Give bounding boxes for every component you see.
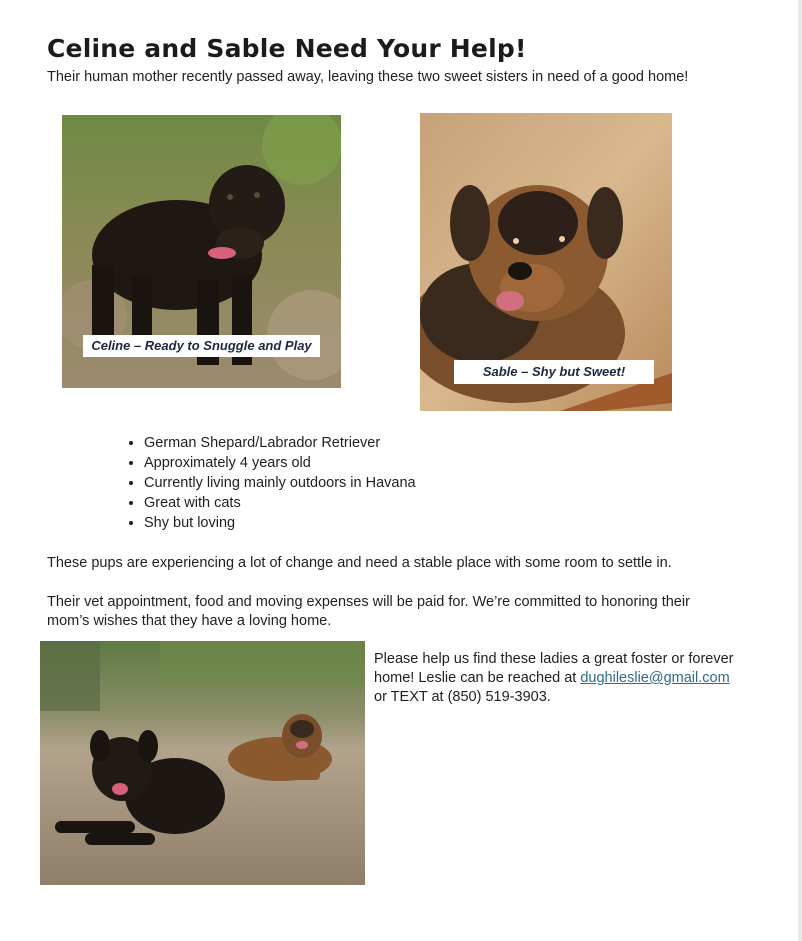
list-item: • Currently living mainly outdoors in Havana [144,473,416,493]
change-paragraph: These pups are experiencing a lot of change and need a stable place with some room to settle in. [47,555,672,571]
expenses-paragraph [47,593,747,631]
page-title: Celine and Sable Need Your Help! [47,34,527,63]
facts-list [118,433,416,533]
expenses-line-1: Their vet appointment, food and moving expenses will be paid for. We’re committed to honoring their [47,594,690,610]
page-subtitle: Their human mother recently passed away, leaving these two sweet sisters in need of a good home! [47,69,689,85]
contact-line-1: Please help us find these ladies a great foster or forever [374,651,734,667]
contact-paragraph [374,650,774,707]
both-dogs-photo [40,641,365,885]
list-item: • German Shepard/Labrador Retriever [144,433,416,453]
list-item: • Great with cats [144,493,416,513]
email-link[interactable]: dughileslie@gmail.com [580,670,730,686]
sable-caption: Sable – Shy but Sweet! [454,360,654,384]
list-item: • Shy but loving [144,513,416,533]
expenses-line-2: mom’s wishes that they have a loving home. [47,613,332,629]
page-edge [798,0,802,941]
list-item: • Approximately 4 years old [144,453,416,473]
contact-line-3: or TEXT at (850) 519-3903. [374,689,551,705]
contact-line-2: home! Leslie can be reached at [374,670,581,686]
celine-caption: Celine – Ready to Snuggle and Play [83,335,320,357]
